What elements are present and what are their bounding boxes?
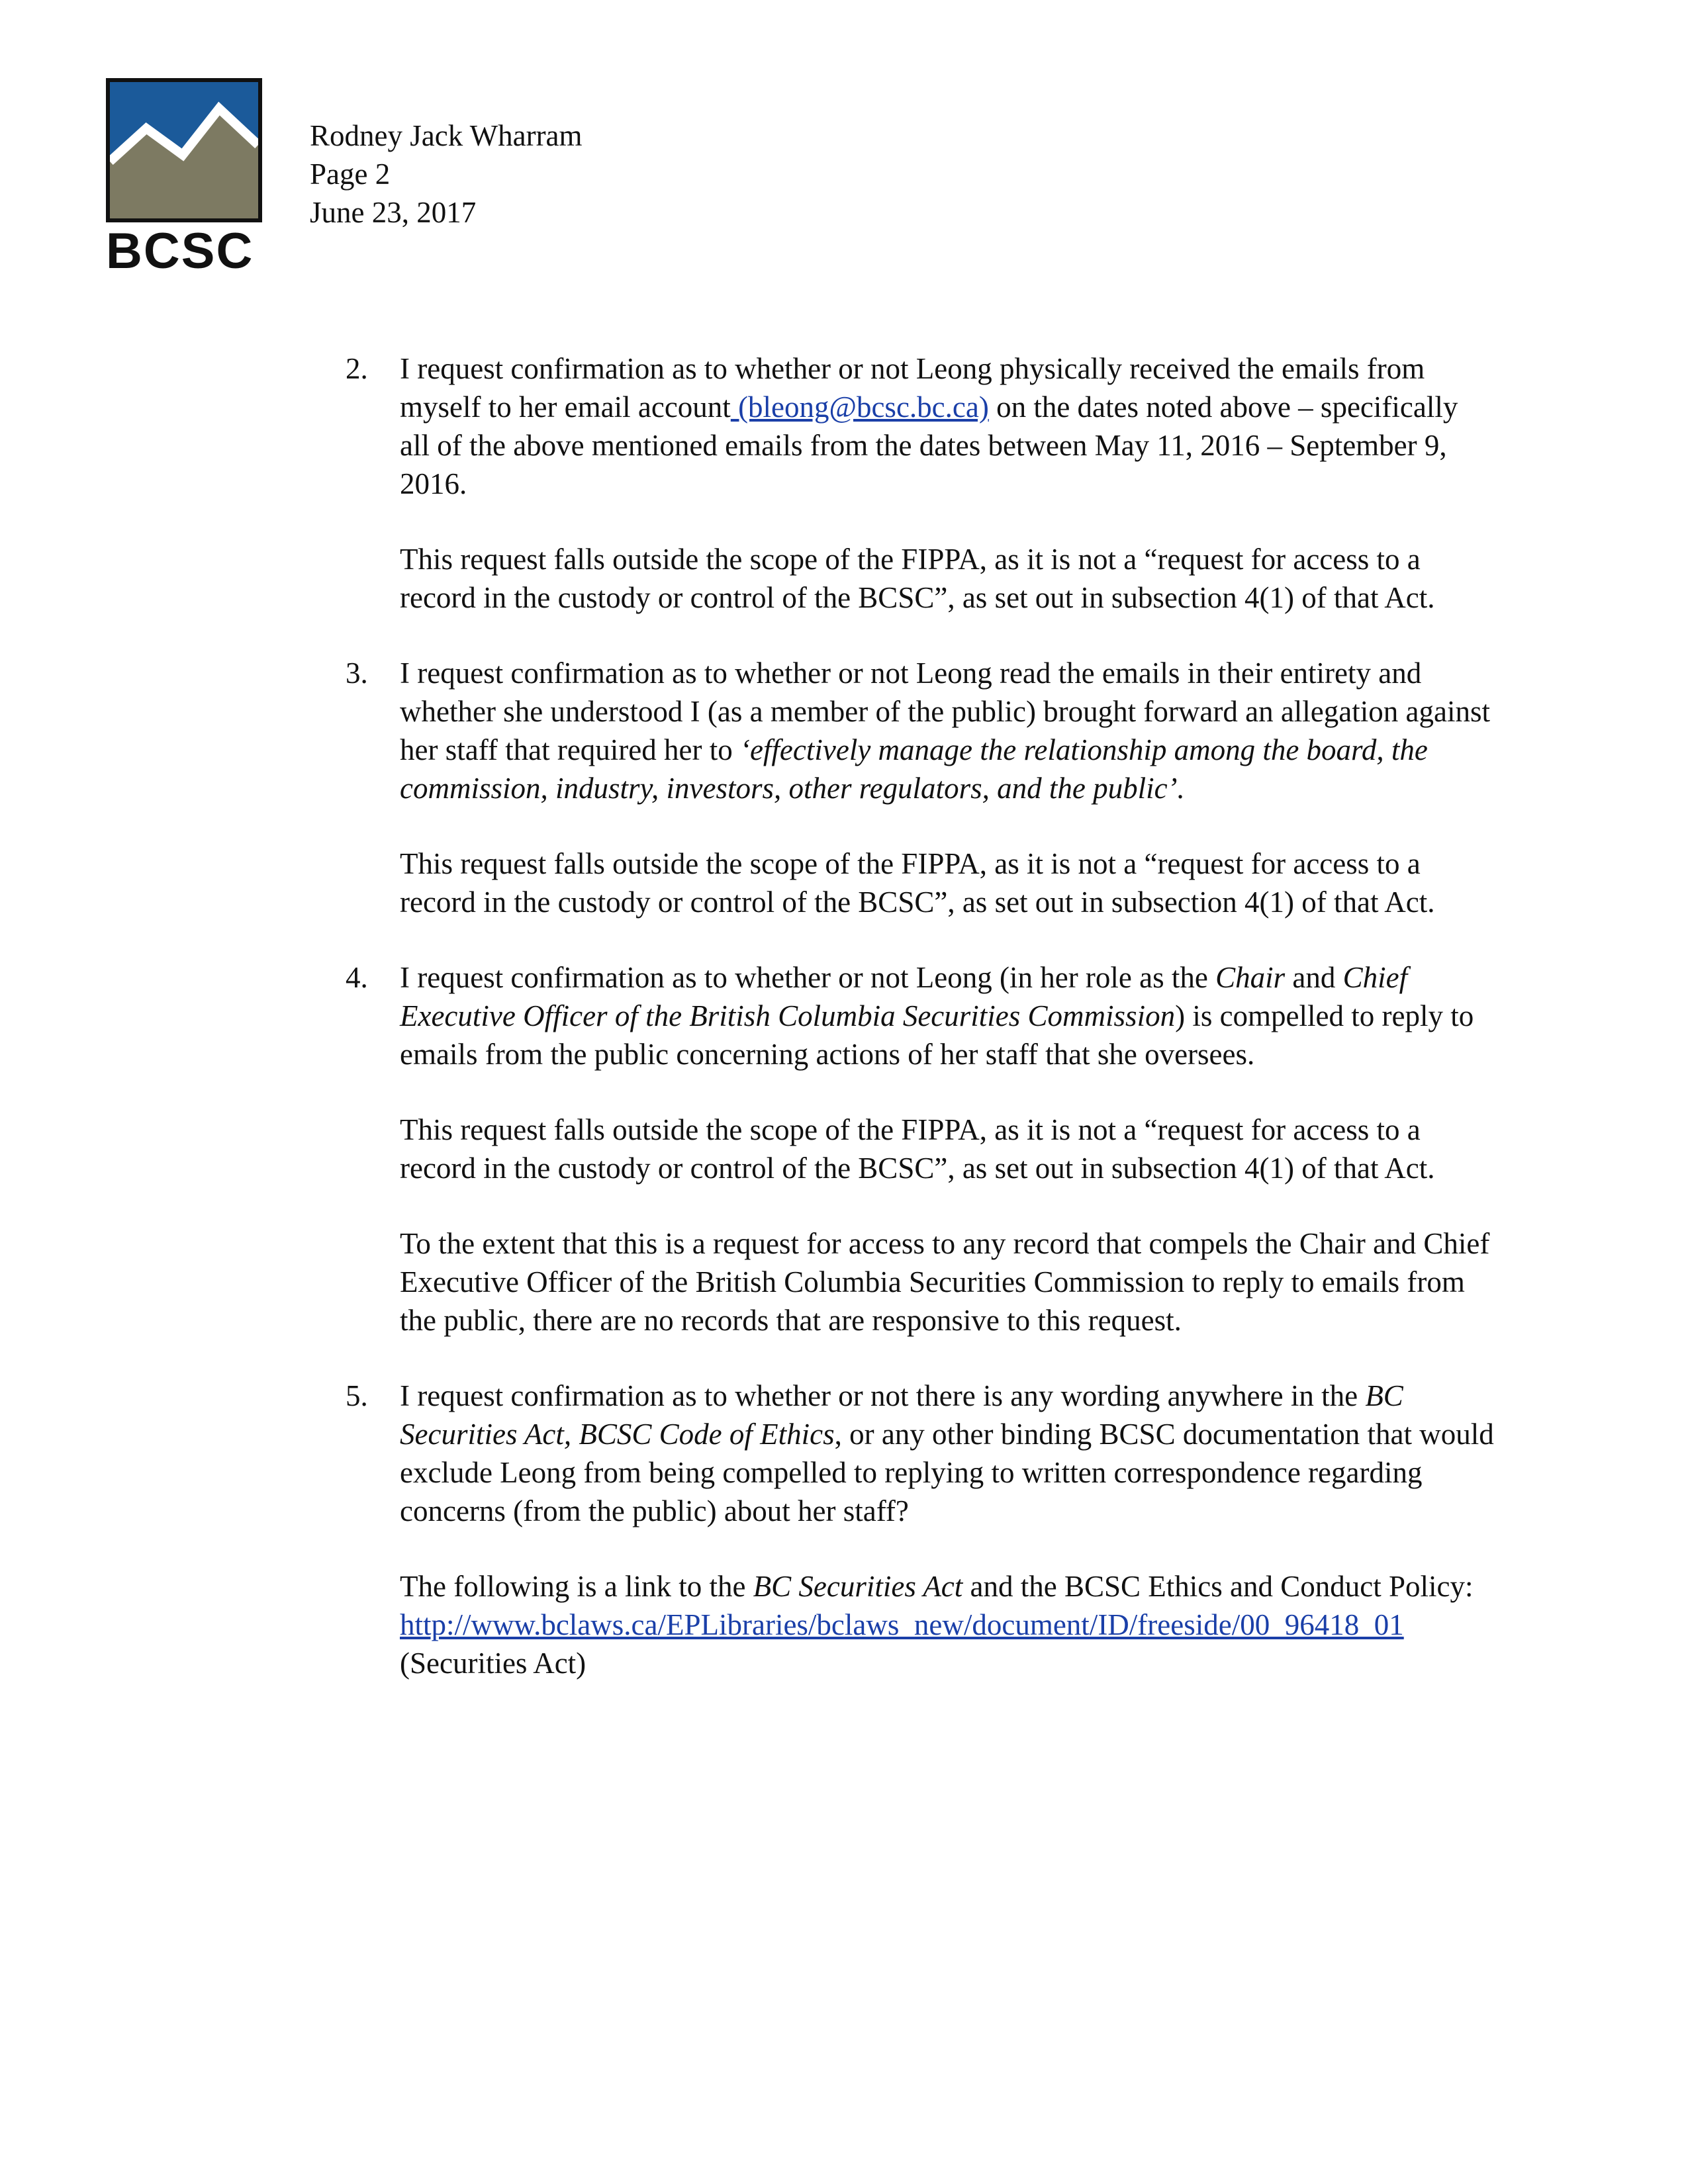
request-text-part: I request confirmation as to whether or not Leong read the emails in their entirety and whether she understood I (as a member of the public) brought forward an allegation against her staff that required her to bbox=[400, 657, 1490, 766]
quoted-mandate: ‘effectively manage the relationship among the board, the commission, industry, investors, other regulators, and the public’. bbox=[400, 733, 1428, 805]
response-text: This request falls outside the scope of the FIPPA, as it is not a “request for access to a record in the custody or control of the BCSC”, as set out in subsection 4(1) of that Act. bbox=[400, 543, 1435, 614]
request-item-3 bbox=[343, 654, 1495, 921]
page-number: Page 2 bbox=[310, 158, 391, 191]
logo-wordmark: BCSC bbox=[106, 223, 254, 279]
request-text-part: on the dates noted above – specifically all of the above mentioned emails from the dates between May 11, 2016 – September 9, 2016. bbox=[400, 390, 1458, 500]
item-number: 4. bbox=[346, 961, 368, 994]
request-text-part: , or any other binding BCSC documentation that would exclude Leong from being compelled to replying to written correspondence regarding concerns (from the public) about her staff? bbox=[400, 1418, 1494, 1527]
item-number: 3. bbox=[346, 657, 368, 690]
request-item-4 bbox=[343, 958, 1495, 1340]
request-text-part: I request confirmation as to whether or not Leong (in her role as the bbox=[400, 961, 1216, 994]
link-intro-part: The following is a link to the bbox=[400, 1570, 753, 1603]
role-title: Chief Executive Officer of the British Columbia Securities Commission bbox=[400, 961, 1408, 1032]
email-link[interactable]: (bleong@bcsc.bc.ca) bbox=[730, 390, 989, 424]
request-text-part: and bbox=[1285, 961, 1343, 994]
request-text bbox=[400, 654, 1495, 807]
url-note: (Securities Act) bbox=[400, 1647, 586, 1680]
response-text: This request falls outside the scope of the FIPPA, as it is not a “request for access to a record in the custody or control of the BCSC”, as set out in subsection 4(1) of that Act. bbox=[400, 1113, 1435, 1185]
securities-act-link[interactable]: http://www.bclaws.ca/EPLibraries/bclaws_new/document/ID/freeside/00_96418_01 bbox=[400, 1608, 1404, 1641]
act-title: BC Securities Act bbox=[753, 1570, 963, 1603]
request-item-2 bbox=[343, 349, 1495, 617]
document-titles: BC Securities Act, BCSC Code of Ethics bbox=[400, 1379, 1403, 1451]
item-number: 5. bbox=[346, 1379, 368, 1412]
request-text-part: I request confirmation as to whether or not there is any wording anywhere in the bbox=[400, 1379, 1366, 1412]
role-title: Chair bbox=[1215, 961, 1286, 994]
request-text bbox=[400, 1377, 1495, 1530]
response-text: This request falls outside the scope of the FIPPA, as it is not a “request for access to a record in the custody or control of the BCSC”, as set out in subsection 4(1) of that Act. bbox=[400, 847, 1435, 919]
letter-body bbox=[343, 349, 1495, 1719]
link-intro bbox=[400, 1567, 1495, 1682]
response-text-2: To the extent that this is a request for access to any record that compels the Chair and Chief Executive Officer of the British Columbia Securities Commission to reply to emails from the public, there are no records that are responsive to this request. bbox=[400, 1227, 1490, 1337]
mountain-logo-icon bbox=[106, 78, 262, 222]
letter-header bbox=[310, 116, 583, 232]
item-number: 2. bbox=[346, 352, 368, 385]
letter-date: June 23, 2017 bbox=[310, 196, 477, 229]
request-item-5 bbox=[343, 1377, 1495, 1682]
bcsc-logo bbox=[106, 78, 265, 279]
request-text-part: ) is compelled to reply to emails from the public concerning actions of her staff that she oversees. bbox=[400, 999, 1474, 1071]
request-text bbox=[400, 349, 1495, 503]
link-intro-part: and the BCSC Ethics and Conduct Policy: bbox=[962, 1570, 1474, 1603]
request-text-part: I request confirmation as to whether or not Leong physically received the emails from myself to her email account bbox=[400, 352, 1425, 424]
request-text bbox=[400, 958, 1495, 1073]
recipient-name: Rodney Jack Wharram bbox=[310, 119, 583, 152]
